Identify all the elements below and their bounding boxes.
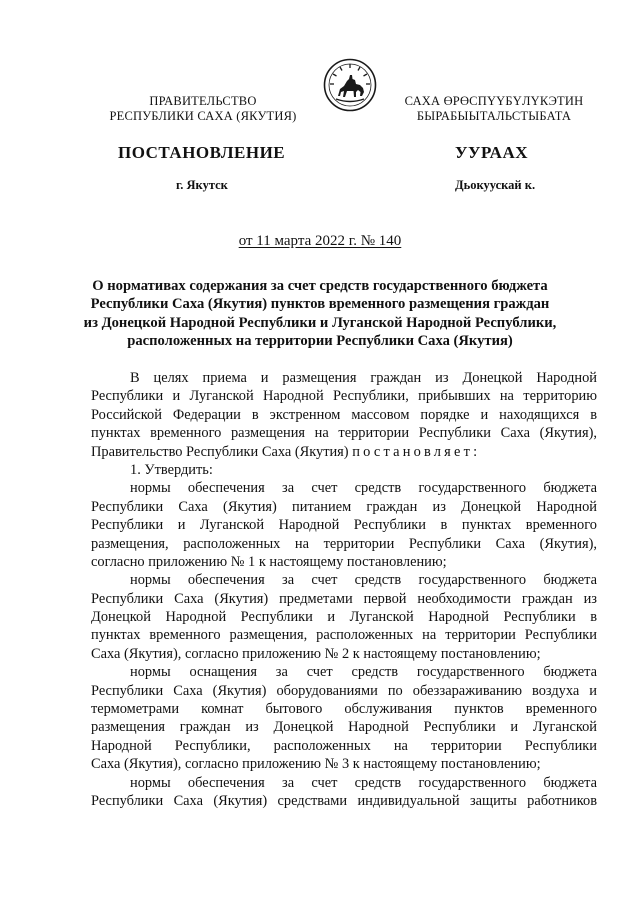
body-line: согласно приложению № 1 к настоящему постановлению; [91,553,447,570]
body-line-resolves [91,443,597,461]
decree-body [91,369,597,810]
body-line: Российской Федерации в экстренном массовом порядке и находящихся в [91,406,597,423]
body-line: пунктах временного размещения, расположенных на территории Республики [91,627,597,644]
decree-title [80,277,560,351]
body-line: термометрами комнат бытового обслуживания пунктов временного [91,701,597,718]
body-line: Республики Саха (Якутия) средствами индивидуальной защиты работников [91,792,597,809]
body-line: Саха (Якутия), согласно приложению № 3 к настоящему постановлению; [91,756,541,773]
body-line: Народной Республики, расположенных на территории Республики [91,737,597,754]
body-line: Саха (Якутия), согласно приложению № 2 к настоящему постановлению; [91,645,541,662]
body-line: нормы обеспечения за счет средств государственного бюджета [130,480,597,497]
header-left-line1: ПРАВИТЕЛЬСТВО [149,94,257,108]
body-line: нормы оснащения за счет средств государственного бюджета [130,664,597,681]
body-line: Республики Саха (Якутия) оборудованиями по обеззараживанию воздуха и [91,682,597,699]
title-line: О нормативах содержания за счет средств государственного бюджета [92,278,548,294]
body-line: размещения граждан из Донецкой Народной Республики и Луганской [91,719,597,736]
decree-date-number: от 11 марта 2022 г. № 140 [238,233,402,249]
body-line-item-1: 1. Утвердить: [130,461,213,478]
government-name-ru [88,94,318,124]
doc-type-ru: ПОСТАНОВЛЕНИЕ [118,143,286,162]
doc-type-sah: УУРААХ [455,143,528,162]
header-left-line2: РЕСПУБЛИКИ САХА (ЯКУТИЯ) [109,109,297,123]
title-line: расположенных на территории Республики Саха (Якутия) [127,333,513,350]
resolves-word: постановляет: [352,443,481,460]
title-line: из Донецкой Народной Республики и Луганской Народной Республики, [83,314,557,331]
body-line: нормы обеспечения за счет средств государственного бюджета [130,572,597,589]
body-line: Республики и Луганской Народной Республики, прибывших на территорию [91,388,597,405]
body-line: Республики Саха (Якутия) питанием граждан из Донецкой Народной [91,498,597,515]
body-line: Донецкой Народной Республики и Луганской Народной Республики в [91,609,597,626]
title-line: Республики Саха (Якутия) пунктов временного размещения граждан [90,296,550,313]
government-name-sah [379,94,609,124]
city-ru: г. Якутск [176,178,228,192]
body-line: Республики Саха (Якутия) предметами первой необходимости граждан из [91,590,597,607]
header-right-line2: БЫРАБЫЫТАЛЬСТЫБАТА [416,109,572,123]
body-line: Республики и Луганской Народной Республики в пунктах временного [91,517,597,534]
header-right-line1: САХА ӨРӨСПҮҮБҮЛҮКЭТИН [404,94,584,108]
city-sah: Дьокуускай к. [455,178,536,192]
body-line: размещения, расположенных на территории Республики Саха (Якутия), [91,535,597,552]
body-line: нормы обеспечения за счет средств государственного бюджета [130,774,597,791]
body-line: Правительство Республики Саха (Якутия) [91,443,353,460]
coat-of-arms-emblem-icon [323,58,377,112]
body-line: пунктах временного размещения на территории Республики Саха (Якутия), [91,425,597,442]
body-line: В целях приема и размещения граждан из Донецкой Народной [130,370,597,386]
